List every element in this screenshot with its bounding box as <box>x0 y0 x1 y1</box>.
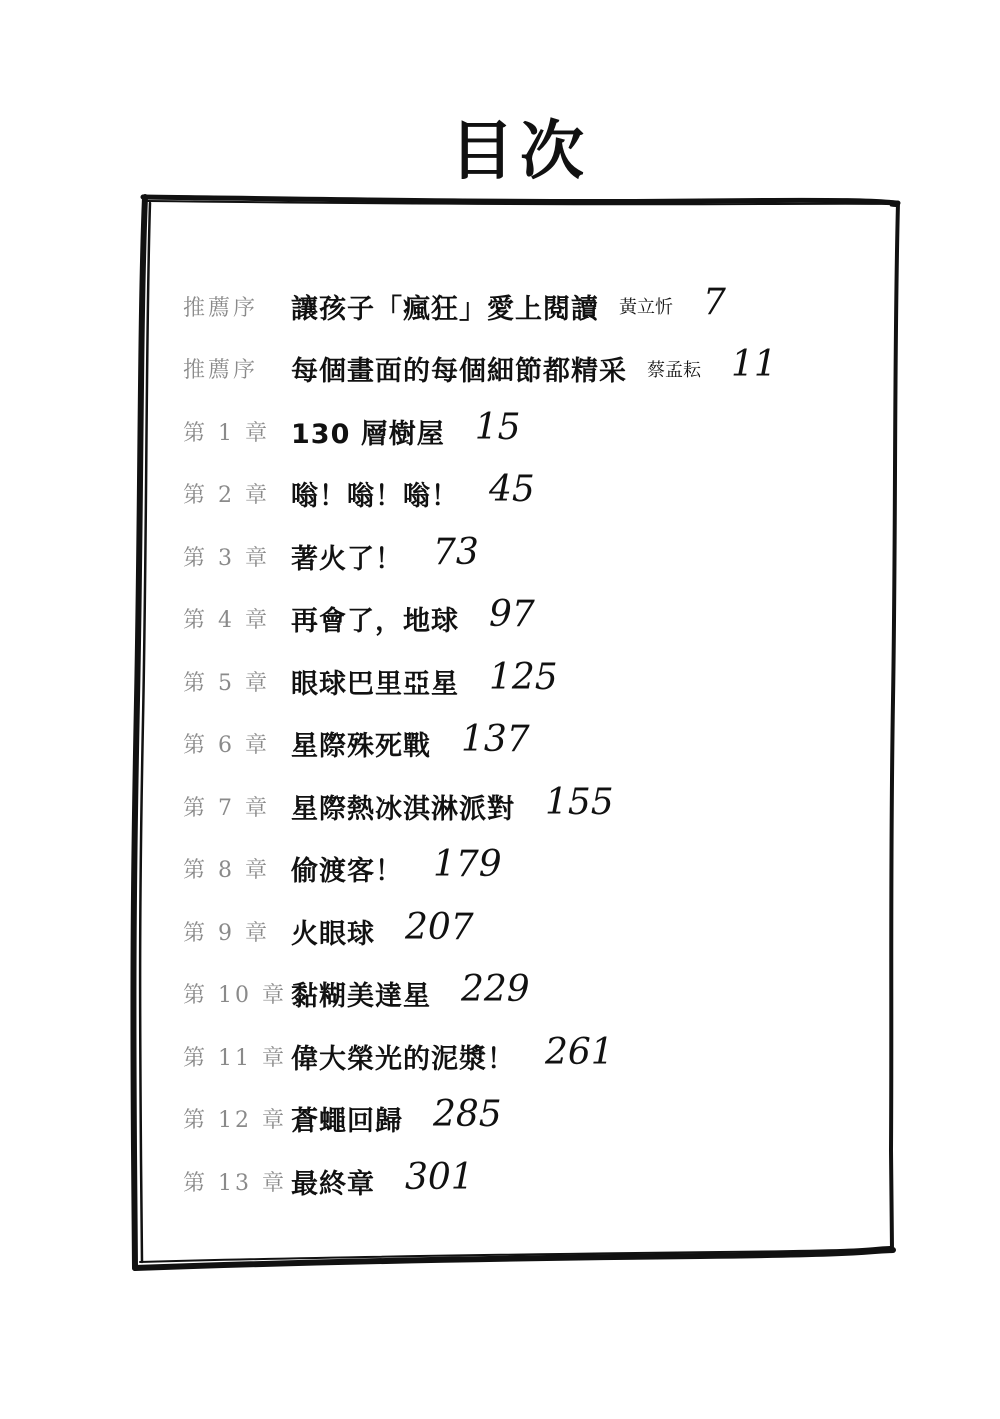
toc-title: 著火了！ <box>291 543 403 575</box>
toc-label: 第 1 章 <box>183 420 270 446</box>
toc-entry-chapter-3[interactable] <box>183 525 883 588</box>
toc-entry-chapter-10[interactable] <box>183 963 883 1026</box>
toc-label: 推薦序 <box>183 358 259 384</box>
toc-title: 嗡！嗡！嗡！ <box>291 481 459 513</box>
toc-title: 火眼球 <box>291 918 375 950</box>
toc-title: 讓孩子「瘋狂」愛上閱讀 <box>291 293 599 325</box>
toc-label: 第 4 章 <box>183 608 270 634</box>
toc-page-number: 261 <box>545 1031 614 1073</box>
toc-page-number: 125 <box>489 656 558 698</box>
toc-label: 第 6 章 <box>183 733 270 759</box>
toc-title: 130 層樹屋 <box>291 418 445 450</box>
toc-entry-chapter-1[interactable] <box>183 400 883 463</box>
toc-entry-chapter-4[interactable] <box>183 588 883 651</box>
toc-entry-chapter-9[interactable] <box>183 900 883 963</box>
table-of-contents <box>183 275 883 1213</box>
toc-author: 黃立忻 <box>619 297 673 319</box>
toc-page-number: 301 <box>405 1156 474 1198</box>
toc-title: 眼球巴里亞星 <box>291 668 459 700</box>
page-title: 目次 <box>450 115 590 189</box>
toc-label: 第 3 章 <box>183 545 270 571</box>
toc-entry-foreword-1[interactable] <box>183 275 883 338</box>
toc-title: 偷渡客！ <box>291 856 403 888</box>
toc-page-number: 97 <box>489 594 535 636</box>
toc-label: 第 11 章 <box>183 1045 287 1071</box>
toc-title: 偉大榮光的泥漿！ <box>291 1043 515 1075</box>
toc-title: 星際殊死戰 <box>291 731 431 763</box>
toc-page-number: 73 <box>433 531 479 573</box>
toc-page-number: 155 <box>545 781 614 823</box>
toc-page-number: 137 <box>461 719 530 761</box>
toc-label: 第 5 章 <box>183 670 270 696</box>
toc-page-number: 45 <box>489 469 535 511</box>
toc-entry-chapter-13[interactable] <box>183 1150 883 1213</box>
toc-label: 第 12 章 <box>183 1108 287 1134</box>
toc-page-number: 285 <box>433 1094 502 1136</box>
toc-title: 蒼蠅回歸 <box>291 1106 403 1138</box>
toc-page-number: 207 <box>405 906 474 948</box>
toc-author: 蔡孟耘 <box>647 359 701 381</box>
toc-label: 第 13 章 <box>183 1170 287 1196</box>
toc-title: 星際熱冰淇淋派對 <box>291 793 515 825</box>
toc-entry-chapter-5[interactable] <box>183 650 883 713</box>
toc-title: 再會了，地球 <box>291 606 459 638</box>
toc-title: 每個畫面的每個細節都精采 <box>291 356 627 388</box>
toc-page-number: 11 <box>731 344 777 386</box>
toc-title: 黏糊美達星 <box>291 981 431 1013</box>
toc-label: 第 2 章 <box>183 483 270 509</box>
toc-entry-chapter-6[interactable] <box>183 713 883 776</box>
toc-label: 第 8 章 <box>183 858 270 884</box>
toc-entry-chapter-11[interactable] <box>183 1025 883 1088</box>
toc-label: 推薦序 <box>183 295 259 321</box>
toc-entry-foreword-2[interactable] <box>183 338 883 401</box>
toc-page-number: 179 <box>433 844 502 886</box>
toc-entry-chapter-7[interactable] <box>183 775 883 838</box>
toc-page-number: 229 <box>461 969 530 1011</box>
toc-label: 第 9 章 <box>183 920 270 946</box>
toc-title: 最終章 <box>291 1168 375 1200</box>
toc-entry-chapter-12[interactable] <box>183 1088 883 1151</box>
toc-label: 第 7 章 <box>183 795 270 821</box>
toc-page-number: 15 <box>474 406 521 448</box>
toc-label: 第 10 章 <box>183 983 287 1009</box>
toc-entry-chapter-8[interactable] <box>183 838 883 901</box>
toc-page-number: 7 <box>703 281 726 323</box>
toc-entry-chapter-2[interactable] <box>183 463 883 526</box>
